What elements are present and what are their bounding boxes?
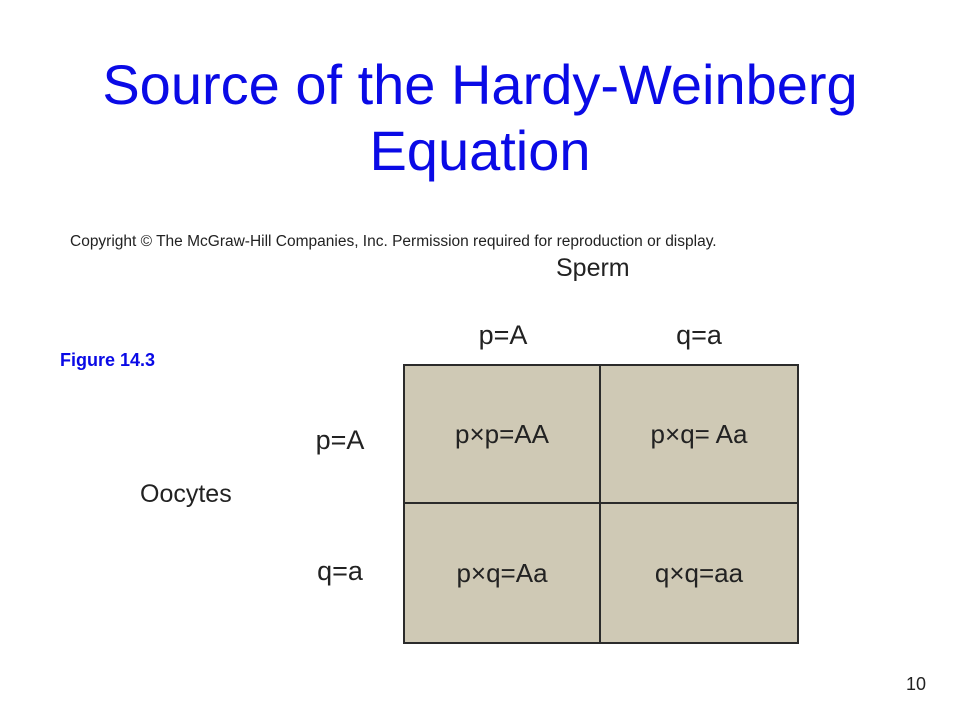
punnett-cell-pq-top: p×q= Aa	[601, 366, 797, 504]
row-header-p: p=A	[315, 425, 365, 455]
sperm-label: Sperm	[556, 254, 630, 282]
page-number: 10	[906, 674, 927, 694]
oocytes-label: Oocytes	[140, 480, 232, 508]
copyright-notice: Copyright © The McGraw-Hill Companies, Inc. Permission required for reproduction or display.	[70, 233, 717, 250]
column-header-p: p=A	[478, 320, 528, 350]
column-header-q: q=a	[676, 320, 722, 350]
slide-title: Source of the Hardy-Weinberg Equation	[102, 53, 858, 182]
punnett-cell-qq: q×q=aa	[654, 557, 744, 588]
punnett-cell-pq-bottom: p×q=Aa	[405, 504, 601, 642]
punnett-cell-pp: p×p=AA	[405, 366, 601, 504]
punnett-square	[403, 364, 799, 644]
row-header-q: q=a	[317, 556, 363, 586]
figure-label: Figure 14.3	[60, 350, 156, 370]
